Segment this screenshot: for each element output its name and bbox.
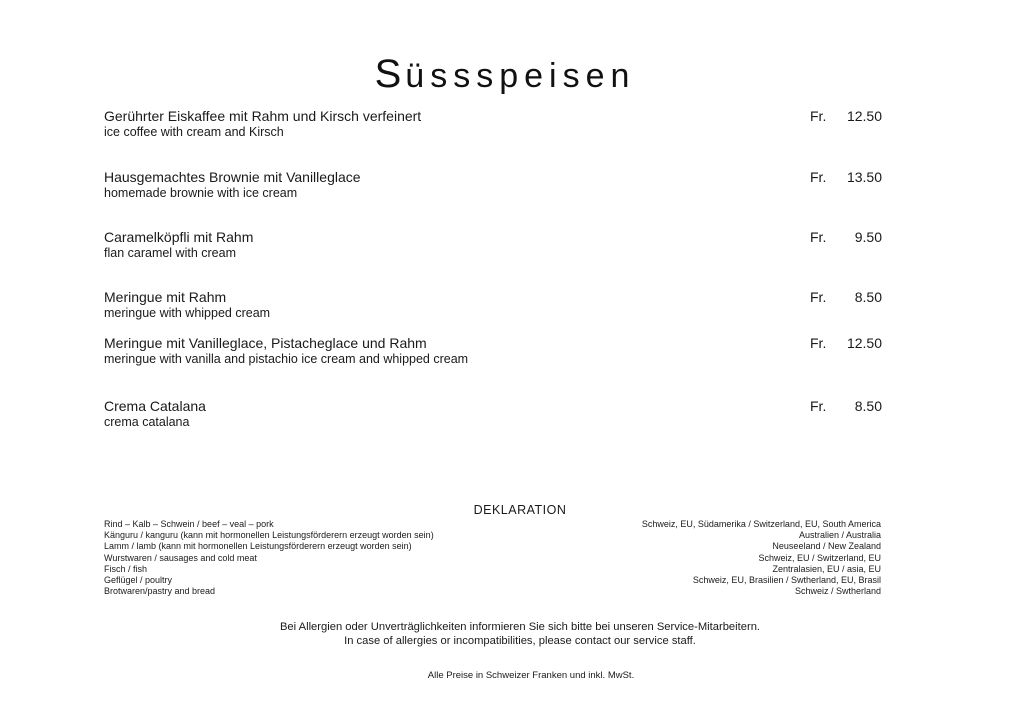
menu-item xyxy=(104,169,882,205)
declaration-heading: DEKLARATION xyxy=(473,503,567,517)
menu-item xyxy=(104,398,882,434)
declaration-origin: Zentralasien, EU / asia, EU xyxy=(772,563,881,574)
declaration-product: Känguru / kanguru (kann mit hormonellen Leistungsförderern erzeugt worden sein) xyxy=(104,530,434,541)
item-currency: Fr. xyxy=(810,398,827,414)
declaration-row xyxy=(104,575,881,586)
item-price: 12.50 xyxy=(846,335,882,351)
menu-item xyxy=(104,108,882,144)
item-name-de: Meringue mit Vanilleglace, Pistacheglace und Rahm xyxy=(104,335,427,351)
allergy-notice-en: In case of allergies or incompatibilities, please contact our service staff. xyxy=(344,635,696,647)
declaration-origin: Schweiz, EU, Brasilien / Swtherland, EU, Brasil xyxy=(692,574,881,585)
page-title-rest: üssspeisen xyxy=(405,57,636,95)
item-name-de: Caramelköpfli mit Rahm xyxy=(104,229,254,245)
declaration-origin: Australien / Australia xyxy=(798,530,881,541)
item-name-de: Crema Catalana xyxy=(104,398,206,414)
item-name-de: Hausgemachtes Brownie mit Vanilleglace xyxy=(104,169,361,185)
price-footer: Alle Preise in Schweizer Franken und inkl. MwSt. xyxy=(427,670,635,681)
item-name-en: homemade brownie with ice cream xyxy=(104,186,298,200)
page-title-initial: S xyxy=(374,52,406,96)
menu-item xyxy=(104,335,882,371)
declaration-origin: Schweiz, EU / Switzerland, EU xyxy=(758,552,881,563)
item-price: 8.50 xyxy=(854,289,882,305)
item-name-en: crema catalana xyxy=(104,415,190,429)
page-title xyxy=(0,52,1010,97)
declaration-product: Fisch / fish xyxy=(104,563,148,574)
declaration-product: Brotwaren/pastry and bread xyxy=(104,586,216,597)
item-name-de: Meringue mit Rahm xyxy=(104,289,227,305)
item-price: 13.50 xyxy=(846,169,882,185)
item-price: 9.50 xyxy=(854,229,882,245)
menu-item xyxy=(104,289,882,325)
declaration-row xyxy=(104,553,881,564)
declaration-origin: Neuseeland / New Zealand xyxy=(772,541,881,552)
item-currency: Fr. xyxy=(810,169,827,185)
declaration-row xyxy=(104,530,881,541)
declaration-origin: Schweiz / Swtherland xyxy=(794,586,881,597)
declaration-row xyxy=(104,586,881,597)
item-currency: Fr. xyxy=(810,335,827,351)
item-price: 12.50 xyxy=(846,108,882,124)
allergy-notice-de: Bei Allergien oder Unverträglichkeiten informieren Sie sich bitte bei unseren Service-Mitarbeitern. xyxy=(279,621,761,633)
declaration-row xyxy=(104,519,881,530)
item-price: 8.50 xyxy=(854,398,882,414)
menu-item xyxy=(104,229,882,265)
declaration-product: Rind – Kalb – Schwein / beef – veal – pork xyxy=(104,519,274,529)
declaration-row xyxy=(104,541,881,552)
item-currency: Fr. xyxy=(810,108,827,124)
item-name-de: Gerührter Eiskaffee mit Rahm und Kirsch verfeinert xyxy=(104,108,422,124)
item-name-en: ice coffee with cream and Kirsch xyxy=(104,125,284,139)
declaration-origin: Schweiz, EU, Südamerika / Switzerland, EU, South America xyxy=(641,519,881,529)
item-currency: Fr. xyxy=(810,289,827,305)
item-name-en: meringue with whipped cream xyxy=(104,306,271,320)
item-name-en: flan caramel with cream xyxy=(104,246,236,260)
declaration-table xyxy=(104,519,881,597)
item-name-en: meringue with vanilla and pistachio ice cream and whipped cream xyxy=(104,352,469,366)
item-currency: Fr. xyxy=(810,229,827,245)
declaration-product: Wurstwaren / sausages and cold meat xyxy=(104,552,257,563)
declaration-row xyxy=(104,564,881,575)
declaration-product: Lamm / lamb (kann mit hormonellen Leistungsförderern erzeugt worden sein) xyxy=(104,541,412,552)
allergy-notice xyxy=(0,620,1024,648)
declaration-product: Geflügel / poultry xyxy=(104,574,173,585)
